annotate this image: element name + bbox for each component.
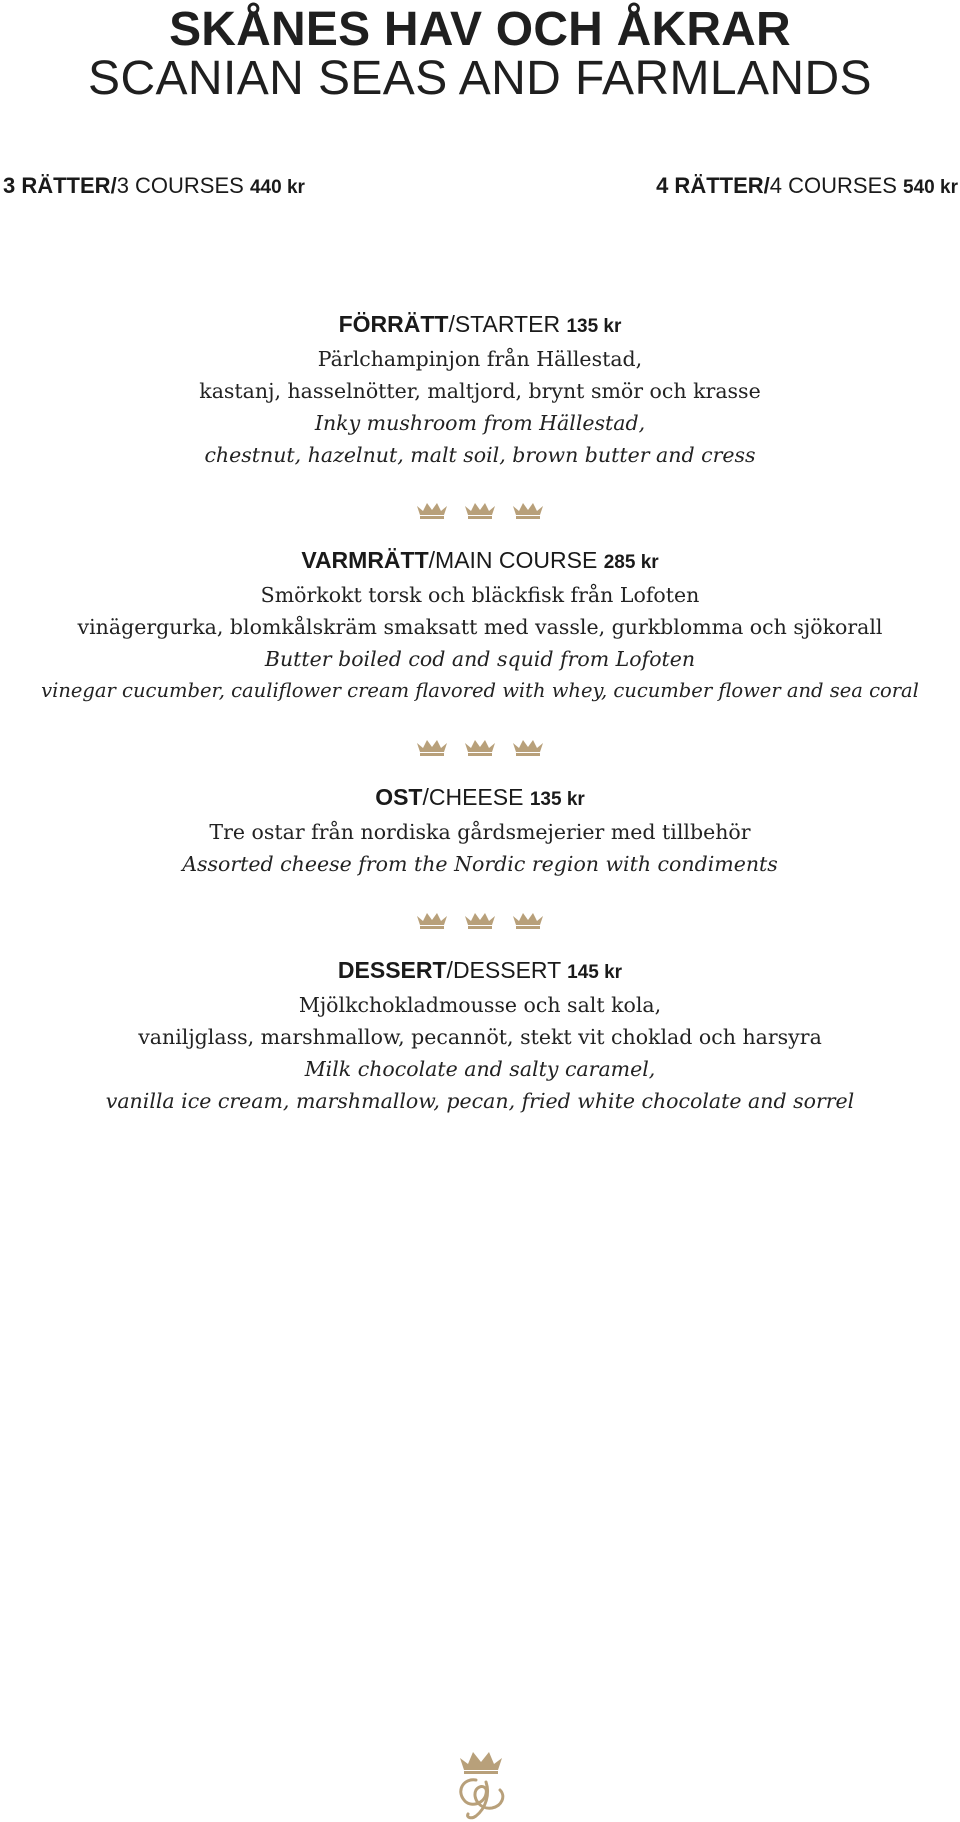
crown-divider (0, 500, 960, 522)
crown-icon (463, 910, 497, 930)
crown-icon (463, 737, 497, 757)
crown-divider (0, 737, 960, 759)
section-main-course (0, 544, 960, 707)
dish-line-en: Assorted cheese from the Nordic region with condiments (182, 852, 778, 876)
section-heading: OST/CHEESE 135 kr (375, 784, 585, 810)
dish-line-en: Milk chocolate and salty caramel, (304, 1057, 656, 1081)
dish-line-sv: vinägergurka, blomkålskräm smaksatt med vassle, gurkblomma och sjökorall (77, 615, 883, 639)
title-swedish: SKÅNES HAV OCH ÅKRAR (169, 3, 791, 56)
section-dessert (0, 954, 960, 1117)
section-heading: FÖRRÄTT/STARTER 135 kr (338, 311, 622, 337)
dish-line-sv: Tre ostar från nordiska gårdsmejerier med tillbehör (209, 820, 751, 844)
course-pricing-row (0, 173, 960, 203)
dish-line-en: Butter boiled cod and squid from Lofoten (264, 647, 696, 671)
section-heading: VARMRÄTT/MAIN COURSE 285 kr (301, 547, 659, 573)
crown-icon (415, 737, 449, 757)
three-course-price: 3 RÄTTER/3 COURSES 440 kr (3, 173, 305, 198)
crown-icon (511, 500, 545, 520)
crown-icon (511, 737, 545, 757)
dish-line-sv: kastanj, hasselnötter, maltjord, brynt smör och krasse (199, 379, 761, 403)
dish-line-en: vinegar cucumber, cauliflower cream flavored with whey, cucumber flower and sea coral (41, 679, 919, 702)
section-starter (0, 308, 960, 471)
dish-line-en: vanilla ice cream, marshmallow, pecan, fried white chocolate and sorrel (105, 1089, 855, 1113)
dish-line-sv: Mjölkchokladmousse och salt kola, (298, 993, 662, 1017)
dish-line-en: Inky mushroom from Hällestad, (314, 411, 646, 435)
crown-icon (463, 500, 497, 520)
section-cheese (0, 781, 960, 880)
four-course-price: 4 RÄTTER/4 COURSES 540 kr (656, 173, 958, 198)
crown-icon (415, 500, 449, 520)
crown-divider (0, 910, 960, 932)
title-english: SCANIAN SEAS AND FARMLANDS (88, 51, 872, 105)
dish-line-sv: Pärlchampinjon från Hällestad, (317, 347, 643, 371)
crown-icon (511, 910, 545, 930)
crown-monogram-icon (446, 1744, 516, 1822)
dish-line-en: chestnut, hazelnut, malt soil, brown butter and cress (204, 443, 756, 467)
dish-line-sv: Smörkokt torsk och bläckfisk från Lofoten (260, 583, 700, 607)
menu-title (0, 4, 960, 106)
dish-line-sv: vaniljglass, marshmallow, pecannöt, stekt vit choklad och harsyra (138, 1025, 822, 1049)
crown-icon (415, 910, 449, 930)
section-heading: DESSERT/DESSERT 145 kr (337, 957, 623, 983)
